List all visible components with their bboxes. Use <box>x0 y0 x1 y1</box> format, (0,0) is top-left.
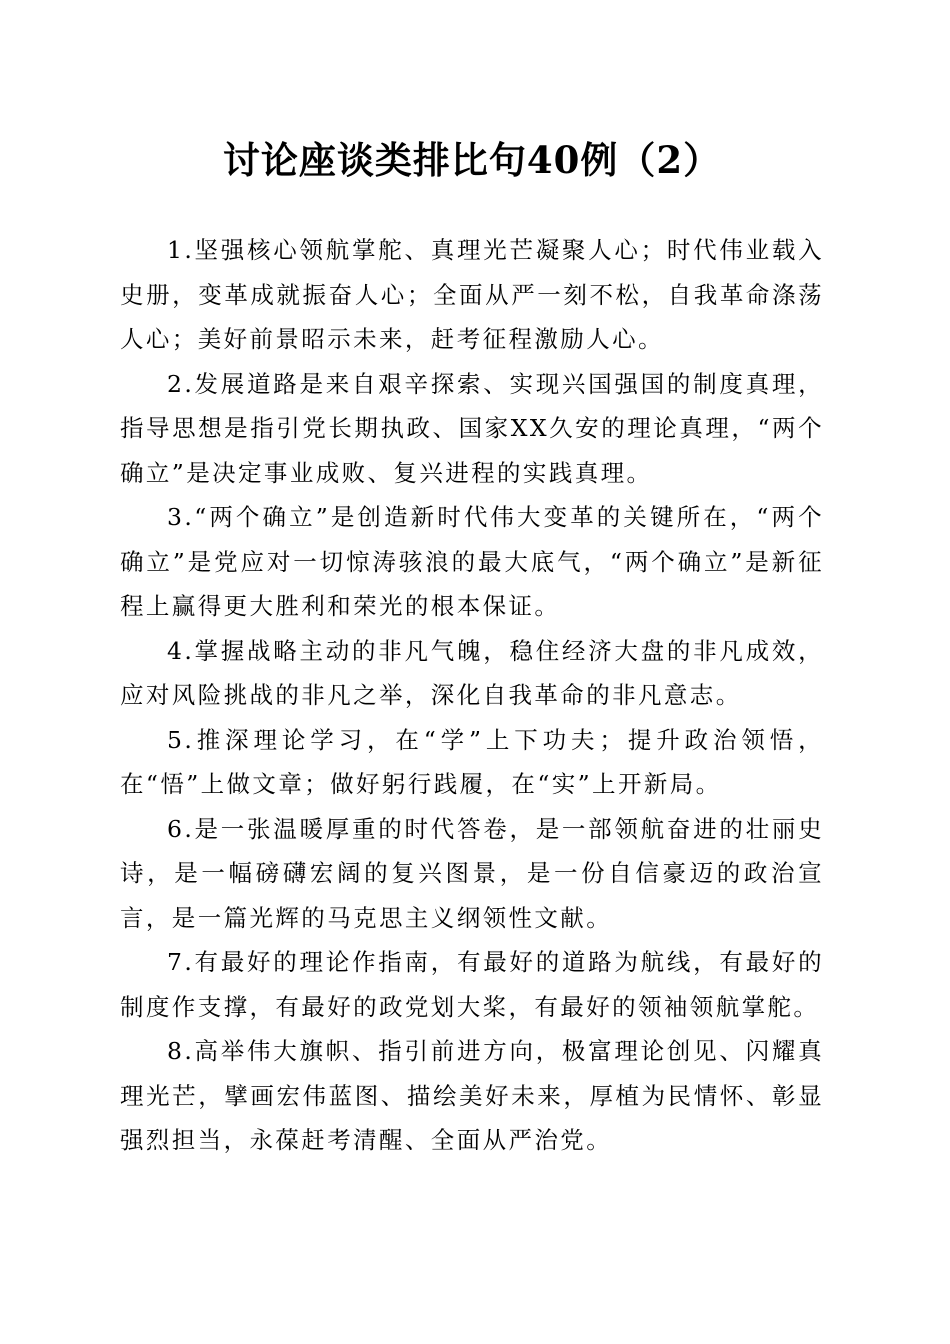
paragraph-5: 5.推深理论学习，在“学”上下功夫；提升政治领悟，在“悟”上做文章；做好躬行践履，在“实”上开新局。 <box>120 725 824 799</box>
paragraph-6: 6.是一张温暖厚重的时代答卷，是一部领航奋进的壮丽史诗，是一幅磅礴宏阔的复兴图景，是一份自信豪迈的政治宣言，是一篇光辉的马克思主义纲领性文献。 <box>120 814 824 932</box>
paragraph-1: 1.坚强核心领航掌舵、真理光芒凝聚人心；时代伟业载入史册，变革成就振奋人心；全面从严一刻不松，自我革命涤荡人心；美好前景昭示未来，赶考征程激励人心。 <box>120 236 824 354</box>
paragraph-3: 3.“两个确立”是创造新时代伟大变革的关键所在，“两个确立”是党应对一切惊涛骇浪的最大底气，“两个确立”是新征程上赢得更大胜利和荣光的根本保证。 <box>120 503 824 621</box>
paragraph-7: 7.有最好的理论作指南，有最好的道路为航线，有最好的制度作支撑，有最好的政党划大桨，有最好的领袖领航掌舵。 <box>120 948 824 1021</box>
paragraph-8: 8.高举伟大旗帜、指引前进方向，极富理论创见、闪耀真理光芒，擘画宏伟蓝图、描绘美好未来，厚植为民情怀、彰显强烈担当，永葆赶考清醒、全面从严治党。 <box>120 1037 824 1155</box>
document-title: 讨论座谈类排比句40例（2） <box>222 138 722 182</box>
paragraph-4: 4.掌握战略主动的非凡气魄，稳住经济大盘的非凡成效，应对风险挑战的非凡之举，深化自我革命的非凡意志。 <box>120 636 824 710</box>
paragraph-2: 2.发展道路是来自艰辛探索、实现兴国强国的制度真理，指导思想是指引党长期执政、国家XX久安的理论真理，“两个确立”是决定事业成败、复兴进程的实践真理。 <box>120 369 824 487</box>
